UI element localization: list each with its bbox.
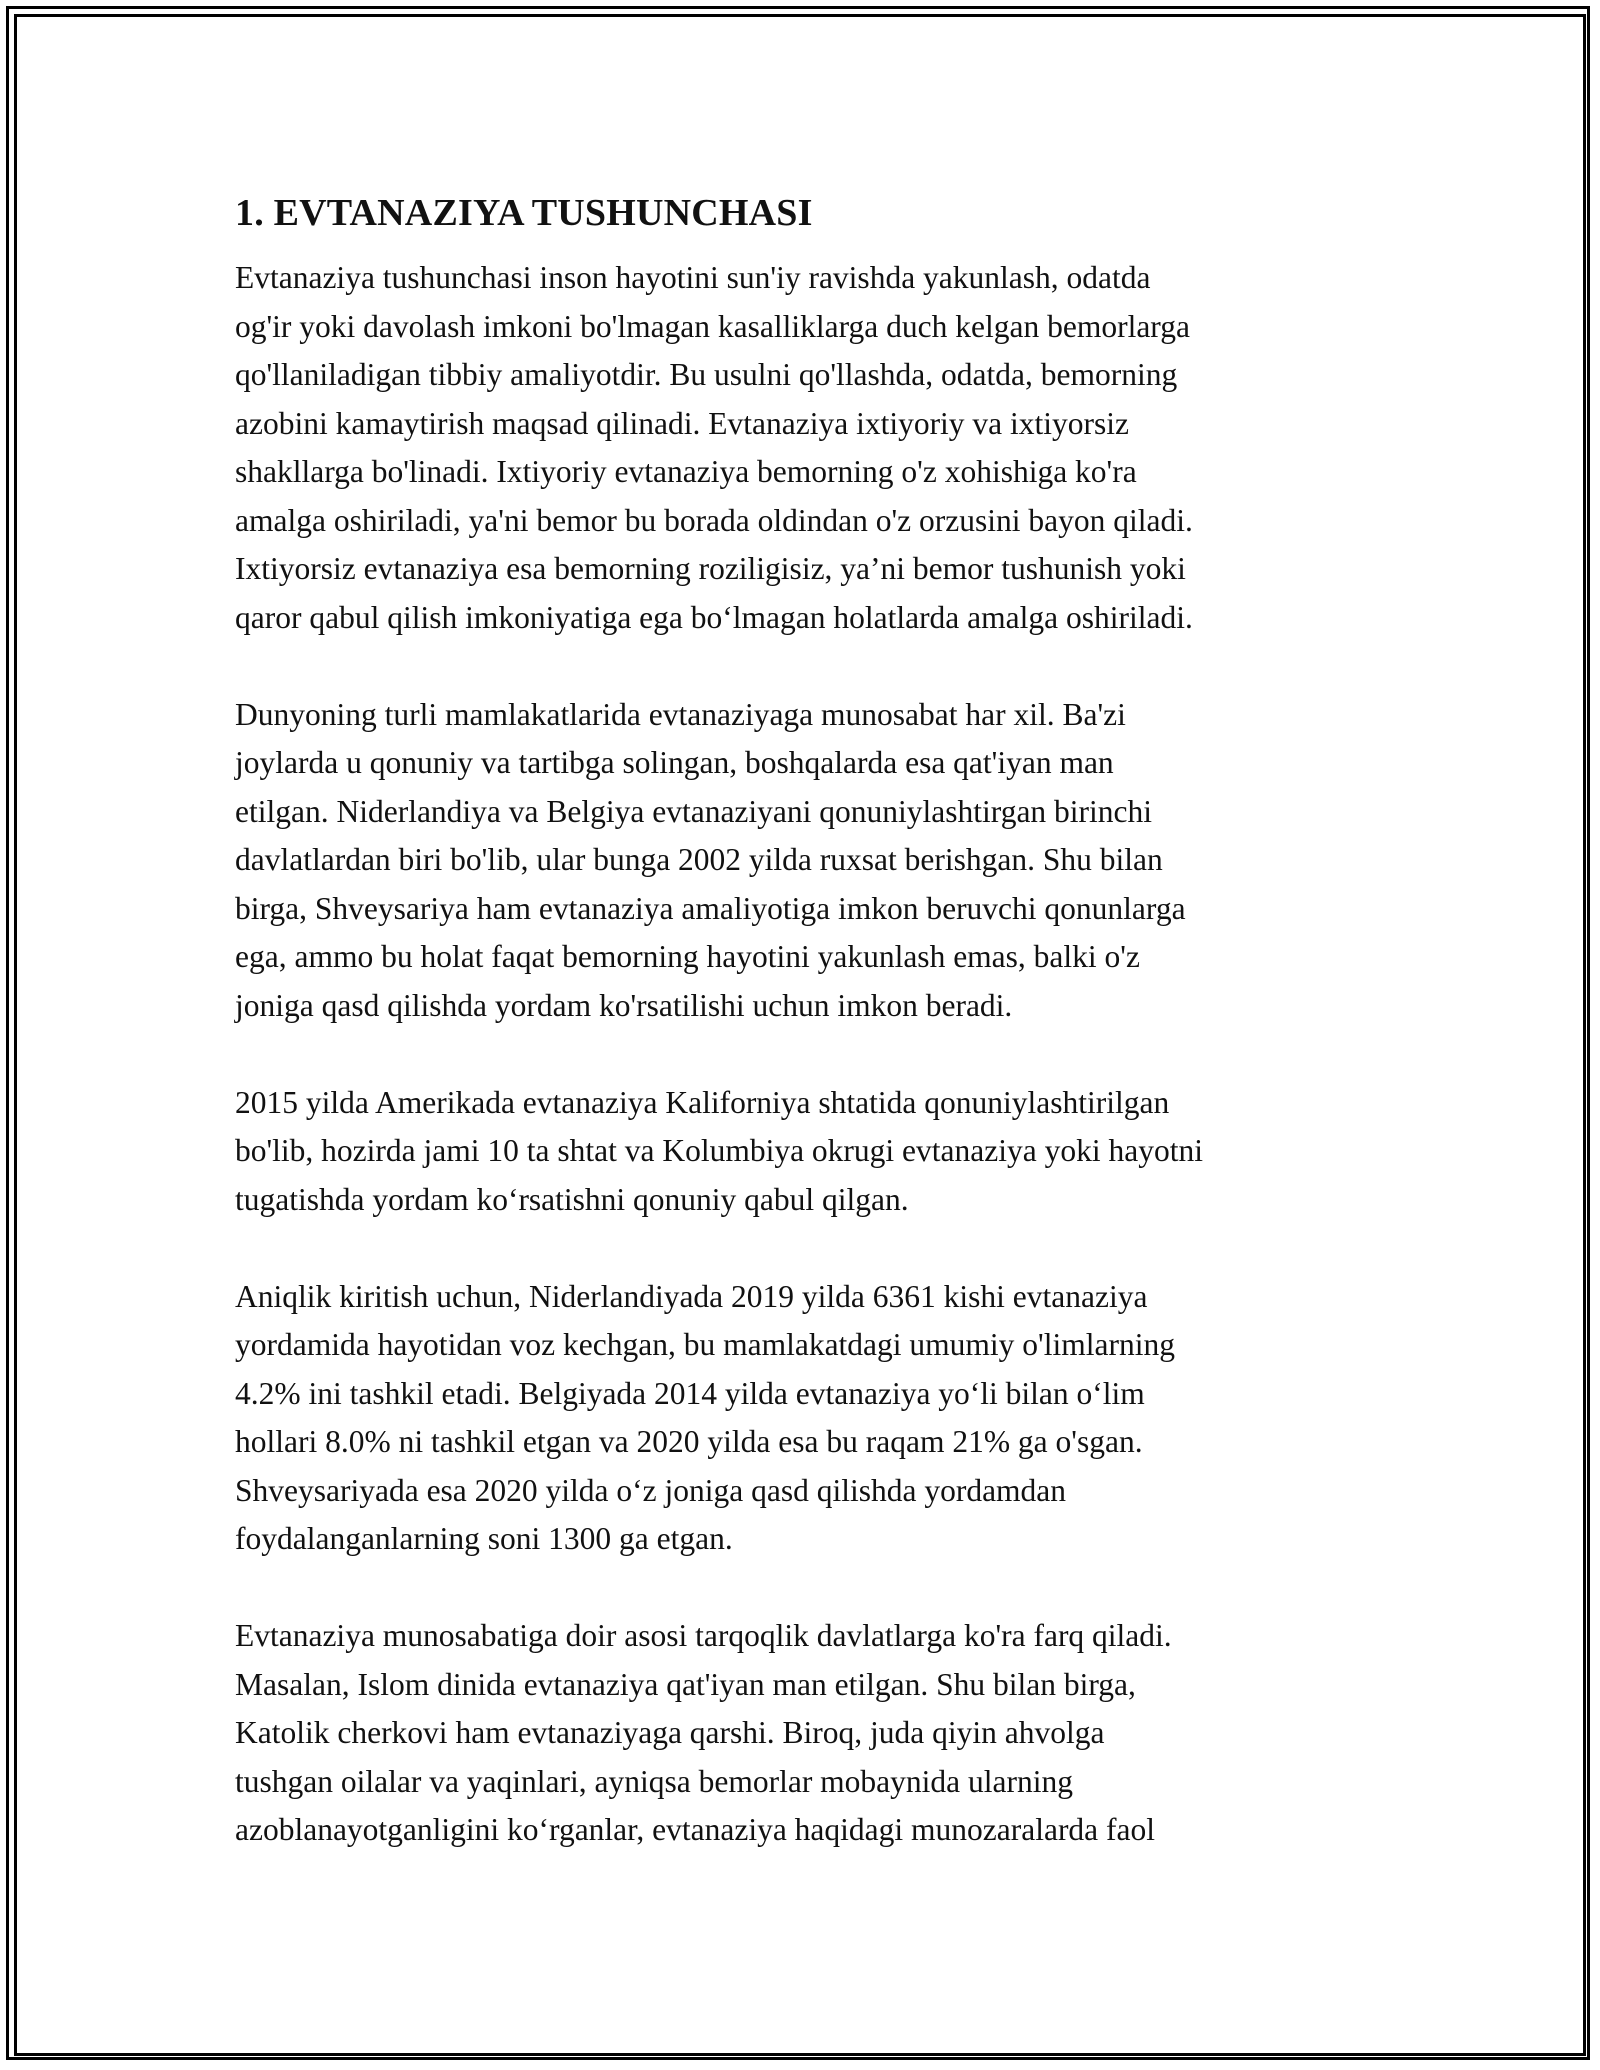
- paragraph-line: hollari 8.0% ni tashkil etgan va 2020 yilda esa bu raqam 21% ga o'sgan.: [235, 1424, 1143, 1459]
- paragraph-countries: [235, 691, 1380, 1031]
- paragraph-line: ega, ammo bu holat faqat bemorning hayotini yakunlash emas, balki o'z: [235, 939, 1140, 974]
- paragraph-line: azobini kamaytirish maqsad qilinadi. Evtanaziya ixtiyoriy va ixtiyorsiz: [235, 405, 1130, 441]
- paragraph-line: 4.2% ini tashkil etadi. Belgiyada 2014 yilda evtanaziya yo‘li bilan o‘lim: [235, 1375, 1145, 1411]
- paragraph-religion: [235, 1612, 1380, 1855]
- paragraph-line: Aniqlik kiritish uchun, Niderlandiyada 2019 yilda 6361 kishi evtanaziya: [235, 1278, 1148, 1314]
- paragraph-line: tushgan oilalar va yaqinlari, ayniqsa bemorlar mobaynida ularning: [235, 1763, 1073, 1799]
- paragraph-line: foydalanganlarning soni 1300 ga etgan.: [235, 1521, 733, 1556]
- paragraph-line: Ixtiyorsiz evtanaziya esa bemorning roziligisiz, ya’ni bemor tushunish yoki: [235, 551, 1186, 586]
- paragraph-line: og'ir yoki davolash imkoni bo'lmagan kasalliklarga duch kelgan bemorlarga: [235, 308, 1190, 344]
- paragraph-line: qo'llaniladigan tibbiy amaliyotdir. Bu usulni qo'llashda, odatda, bemorning: [235, 357, 1178, 392]
- paragraph-line: tugatishda yordam ko‘rsatishni qonuniy qabul qilgan.: [235, 1181, 909, 1217]
- paragraph-line: bo'lib, hozirda jami 10 ta shtat va Kolumbiya okrugi evtanaziya yoki hayotni: [235, 1133, 1203, 1168]
- paragraph-america: [235, 1079, 1380, 1225]
- paragraph-line: davlatlardan biri bo'lib, ular bunga 2002 yilda ruxsat berishgan. Shu bilan: [235, 842, 1163, 877]
- paragraph-line: joniga qasd qilishda yordam ko'rsatilishi uchun imkon beradi.: [235, 987, 1013, 1023]
- paragraph-line: Evtanaziya tushunchasi inson hayotini sun'iy ravishda yakunlash, odatda: [235, 260, 1151, 295]
- section-heading: 1. EVTANAZIYA TUSHUNCHASI: [235, 192, 813, 234]
- paragraph-line: Katolik cherkovi ham evtanaziyaga qarshi. Biroq, juda qiyin ahvolga: [235, 1715, 1105, 1750]
- paragraph-line: yordamida hayotidan voz kechgan, bu mamlakatdagi umumiy o'limlarning: [235, 1327, 1175, 1362]
- paragraph-line: Masalan, Islom dinida evtanaziya qat'iyan man etilgan. Shu bilan birga,: [235, 1666, 1136, 1702]
- paragraph-line: qaror qabul qilish imkoniyatiga ega bo‘lmagan holatlarda amalga oshiriladi.: [235, 599, 1193, 635]
- paragraph-statistics: [235, 1273, 1380, 1564]
- paragraph-line: Evtanaziya munosabatiga doir asosi tarqoqlik davlatlarga ko'ra farq qiladi.: [235, 1618, 1172, 1653]
- paragraph-line: etilgan. Niderlandiya va Belgiya evtanaziyani qonuniylashtirgan birinchi: [235, 793, 1153, 829]
- document-body: [235, 188, 1380, 1903]
- paragraph-line: Dunyoning turli mamlakatlarida evtanaziyaga munosabat har xil. Ba'zi: [235, 696, 1126, 732]
- paragraph-line: azoblanayotganligini ko‘rganlar, evtanaziya haqidagi munozaralarda faol: [235, 1812, 1156, 1847]
- paragraph-line: birga, Shveysariya ham evtanaziya amaliyotiga imkon beruvchi qonunlarga: [235, 890, 1186, 926]
- paragraph-line: 2015 yilda Amerikada evtanaziya Kaliforniya shtatida qonuniylashtirilgan: [235, 1084, 1170, 1120]
- paragraph-definition: [235, 254, 1380, 642]
- paragraph-line: Shveysariyada esa 2020 yilda o‘z joniga qasd qilishda yordamdan: [235, 1472, 1067, 1508]
- paragraph-line: shakllarga bo'linadi. Ixtiyoriy evtanaziya bemorning o'z xohishiga ko'ra: [235, 454, 1137, 489]
- paragraph-line: amalga oshiriladi, ya'ni bemor bu borada oldindan o'z orzusini bayon qiladi.: [235, 502, 1193, 538]
- paragraph-line: joylarda u qonuniy va tartibga solingan, boshqalarda esa qat'iyan man: [235, 745, 1114, 780]
